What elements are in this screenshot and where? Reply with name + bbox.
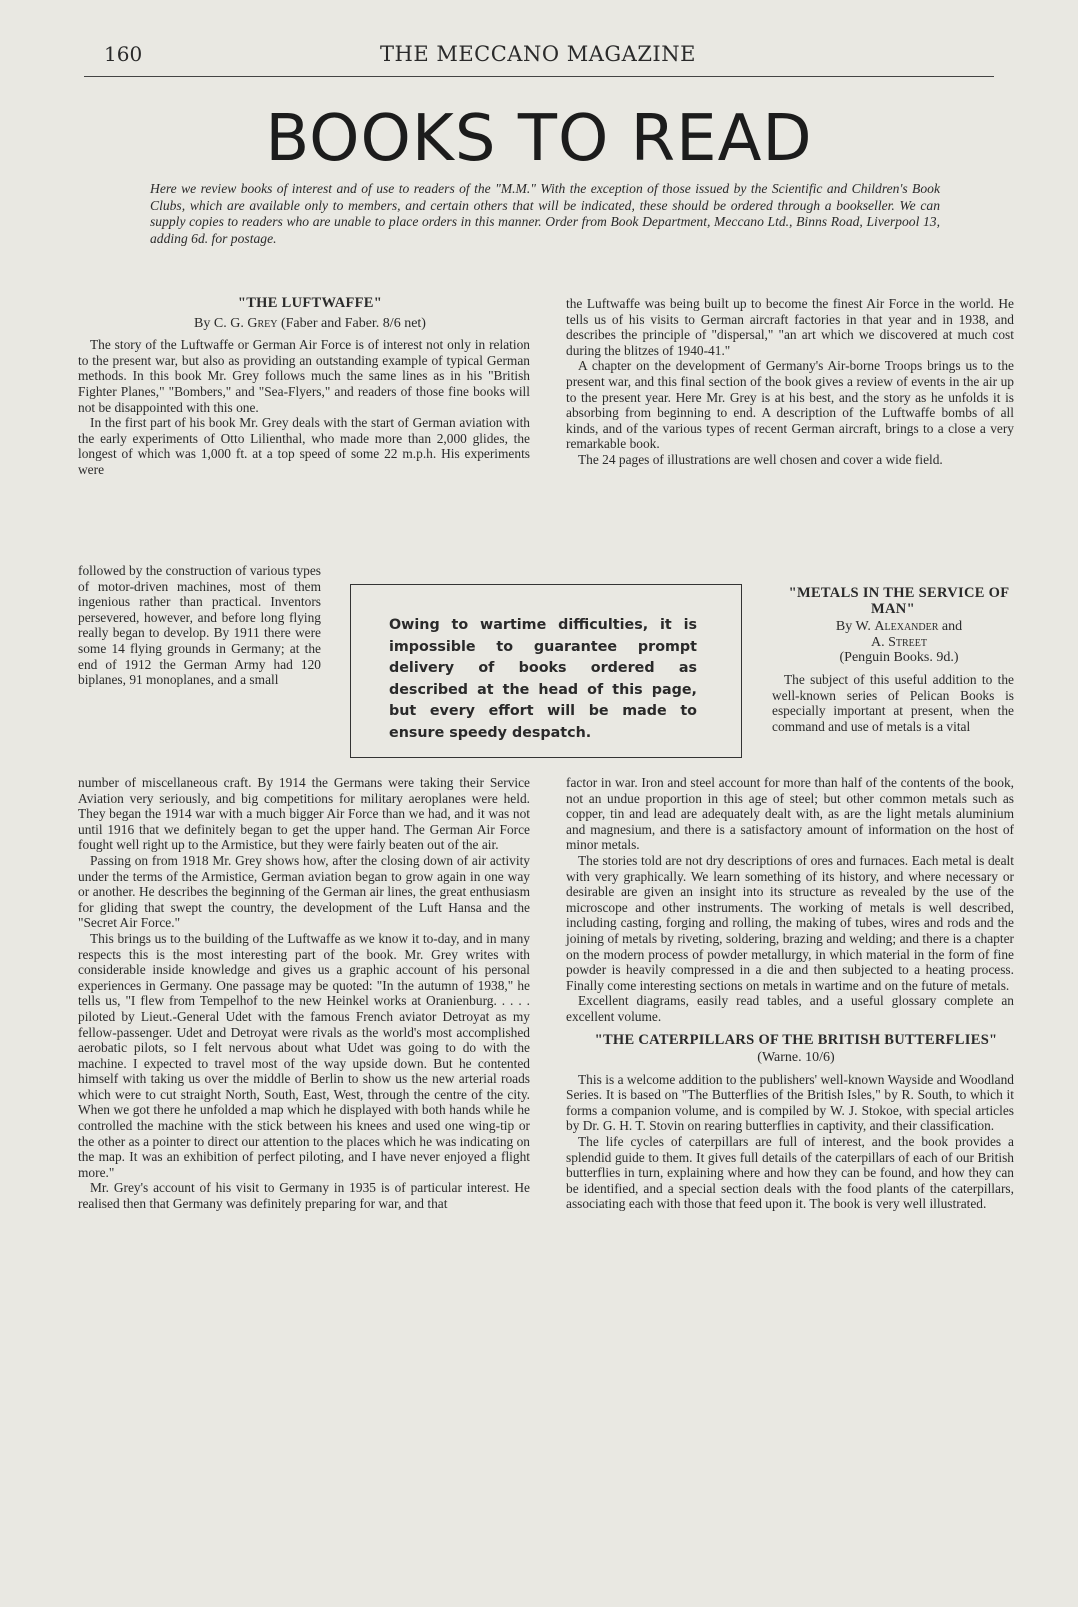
review-paragraph: The stories told are not dry descriptions of ores and furnaces. Each metal is dealt with very graphically. We learn something of its history, and where necessary or desirable are given an insight into its structure as revealed by the use of the microscope and other instruments. The working of metals is well described, including casting, forging and rolling, the making of tubes, wires and rods and the joining of metals by riveting, soldering, brazing and welding; and there is a chapter on the modern process of powder metallurgy, in which material in the form of fine powder is heavily compressed in a die and then subjected to a heating process. Finally come interesting sections on metals in wartime and on the future of metals. [566,852,1014,993]
page-title: BOOKS TO READ [265,102,813,176]
left-column [78,296,530,478]
review-paragraph: In the first part of his book Mr. Grey deals with the start of German aviation with the early experiments of Otto Lilienthal, who made more than 2,000 glides, the longest of which was 1,000 ft. at a top speed of some 22 m.p.h. His experiments were [78,415,530,477]
review-paragraph: followed by the construction of various types of motor-driven machines, most of them ingenious rather than practical. Inventors persevered, however, and before long flying really began to develop. By 1911 there were some 14 flying grounds in Germany; at the end of 1912 the German Army had 120 biplanes, 91 monoplanes, and a small [78,563,321,688]
review-paragraph: A chapter on the development of Germany's Air-borne Troops brings us to the present war, and this final section of the book gives a review of events in the air up to the present year. Here Mr. Grey is at his best, and the story as he unfolds it is absorbing from beginning to end. A description of the Luftwaffe bombs of all kinds, and of the various types of recent German aircraft, brings to a close a very remarkable book. [566,358,1014,452]
review-paragraph: the Luftwaffe was being built up to become the finest Air Force in the world. He tells us of his visits to German aircraft factories in that year and in 1938, and describes the principle of "dispersal," "an art which we discovered at much cost during the blitzes of 1940-41." [566,296,1014,358]
page-header [0,40,1078,80]
review-paragraph: The subject of this useful addition to the well-known series of Pelican Books is especially important at present, when the command and use of metals is a vital [772,671,1014,734]
review-paragraph: The story of the Luftwaffe or German Air Force is of interest not only in relation to the present war, but also as providing an outstanding example of typical German methods. In this book Mr. Grey follows much the same lines as in his "British Fighter Planes," "Bombers," and "Sea-Flyers," and readers of those fine books will not be disappointed with this one. [78,337,530,415]
page-number: 160 [104,42,143,66]
wartime-notice-box: Owing to wartime difficulties, it is impossible to guarantee prompt delivery of books ordered as described at the head of this page, but every effort will be made to ensure speedy despatch. [350,584,742,758]
review-paragraph: Mr. Grey's account of his visit to Germany in 1935 is of particular interest. He realised then that Germany was definitely preparing for war, and that [78,1180,530,1212]
review-paragraph: Excellent diagrams, easily read tables, and a useful glossary complete an excellent volume. [566,993,1014,1024]
right-column-wrap [772,586,1014,734]
review-heading-luftwaffe: "THE LUFTWAFFE" [237,295,383,311]
review-paragraph: The 24 pages of illustrations are well chosen and cover a wide field. [578,451,943,467]
review-paragraph: Passing on from 1918 Mr. Grey shows how, after the closing down of air activity under the terms of the Armistice, German aviation began to grow again in one way or another. He describes the beginning of the German air lines, the great enthusiasm for gliding that swept the country, the development of the Luft Hansa and the "Secret Air Force." [78,852,530,931]
intro-paragraph: Here we review books of interest and of use to readers of the "M.M." With the exception of those issued by the Scientific and Children's Book Clubs, which are available only to members, and certain others that will be indicated, these should be ordered through a bookseller. We can supply copies to readers who are unable to place orders in this manner. Order from Book Department, Meccano Ltd., Binns Road, Liverpool 13, adding 6d. for postage. [150,181,940,246]
right-column [566,296,1014,468]
header-rule [84,76,994,77]
review-paragraph: This is a welcome addition to the publishers' well-known Wayside and Woodland Series. It is based on "The Butterflies of the British Isles," by R. South, to which it forms a companion volume, and is compiled by W. J. Stokoe, with special articles by Dr. G. H. T. Stovin on rearing butterflies in captivity, and their classification. [566,1071,1014,1134]
review-byline-metals-2: A. Street [870,634,927,650]
left-column-wrap [78,563,321,688]
review-byline-luftwaffe: By C. G. Grey (Faber and Faber. 8/6 net) [194,315,426,331]
review-publisher-metals: (Penguin Books. 9d.) [839,650,959,666]
left-column-bottom [78,775,530,1212]
review-paragraph: number of miscellaneous craft. By 1914 the Germans were taking their Service Aviation very seriously, and big competitions for military aeroplanes were held. They began the 1914 war with a much bigger Air Force than we had, and it was not until 1916 that we definitely began to get the upper hand. The German Air Force fought well right up to the Armistice, but they were fairly beaten out of the air. [78,775,530,853]
right-column-bottom [566,775,1014,1212]
review-paragraph: The life cycles of caterpillars are full of interest, and the book provides a splendid guide to them. It gives full details of the caterpillars of each of our British butterflies in turn, explaining where and how they can be found, and how they can be identified, and a special section deals with the food plants of the caterpillars, associating each with those that feed upon it. The book is very well illustrated. [566,1134,1014,1212]
review-paragraph: This brings us to the building of the Luftwaffe as we know it to-day, and in many respects this is the most interesting part of the book. Mr. Grey writes with considerable inside knowledge and gives us a graphic account of his personal experiences in Germany. One passage may be quoted: "In the autumn of 1938," he tells us, "I flew from Tempelhof to the new Heinkel works at Oranienburg. . . . . piloted by Lieut.-General Udet with the famous French aviator Detroyat as my fellow-passenger. Udet and Detroyat were rivals as the world's most accomplished aerobatic pilots, so I felt nervous about what Udet was going to do with the machine. I expected to travel most of the way upside down. But he contented himself with taking us over the middle of Berlin to show us the new arterial roads which were to cut straight North, South, East, West, through the centre of the city. When we got there he unfolded a map which he displayed with both hands while he controlled the machine with the stick between his knees and used one wing-tip or the other as a pointer to direct our attention to the places which he was indicating on the map. It was an exhibition of perfect piloting, and I have never enjoyed a flight more." [78,930,530,1180]
running-title: THE MECCANO MAGAZINE [380,42,696,66]
review-byline-metals: By W. Alexander and [835,619,963,635]
review-heading-caterpillars: "THE CATERPILLARS OF THE BRITISH BUTTERFLIES" [594,1031,998,1048]
review-paragraph: factor in war. Iron and steel account for more than half of the contents of the book, not an undue proportion in this age of steel; but other common metals such as copper, tin and lead are adequately dealt with, as are the light metals aluminium and magnesium, and there is a satisfactory amount of information on the host of minor metals. [566,775,1014,853]
review-heading-metals: "METALS IN THE SERVICE OF MAN" [788,585,1010,617]
review-publisher-caterpillars: (Warne. 10/6) [757,1050,835,1066]
